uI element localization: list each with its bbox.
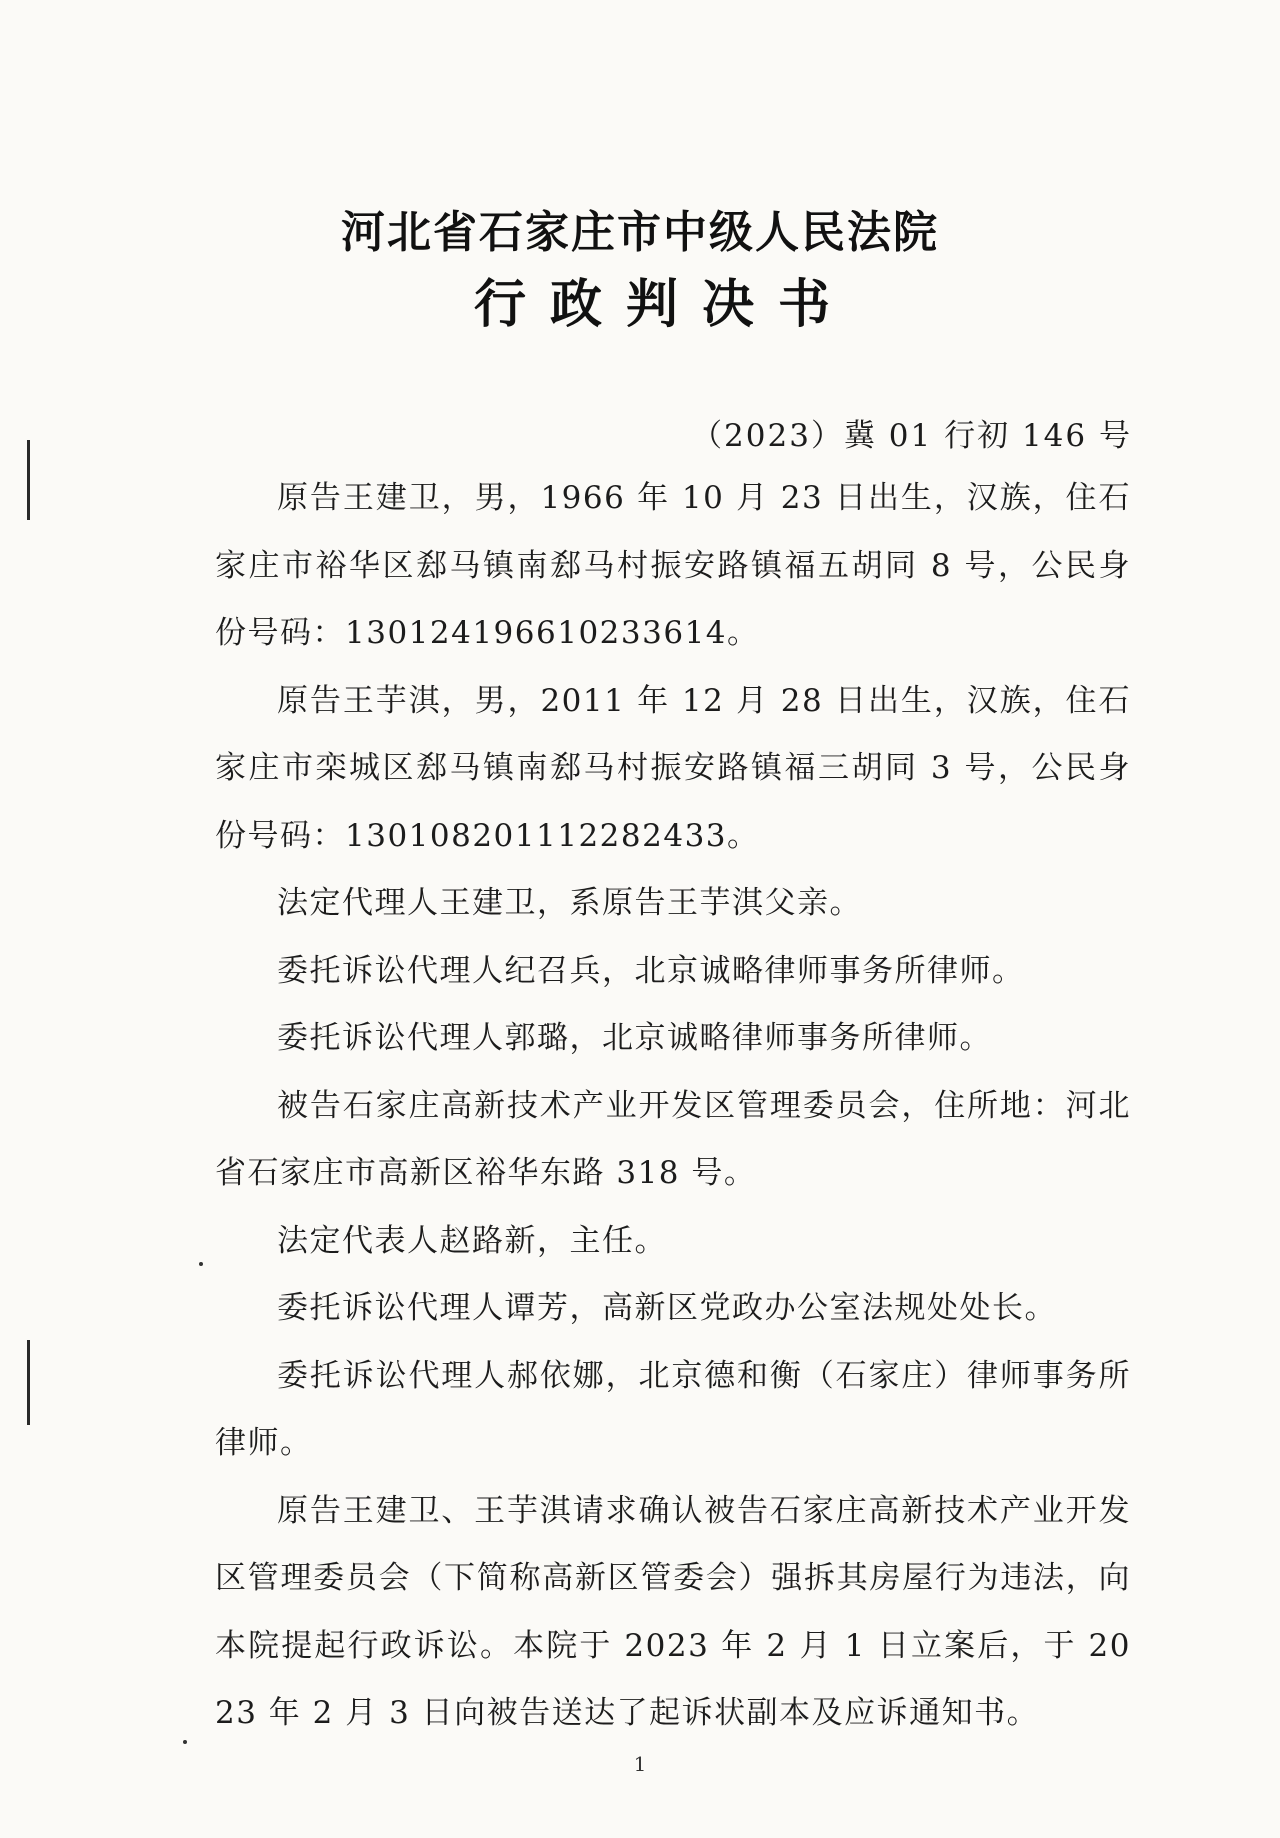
court-name: 河北省石家庄市中级人民法院	[341, 207, 939, 258]
scan-speck	[199, 1262, 203, 1266]
plaintiff-2-paragraph: 原告王芋淇，男，2011 年 12 月 28 日出生，汉族，住石家庄市栾城区郄马镇南郄马村振安路镇福三胡同 3 号，公民身份号码：130108201112282433。	[215, 682, 1131, 854]
case-background-paragraph: 原告王建卫、王芋淇请求确认被告石家庄高新技术产业开发区管理委员会（下简称高新区管委会）强拆其房屋行为违法，向本院提起行政诉讼。本院于 2023 年 2 月 1 日立案后，于 2023 年 2 月 3 日向被告送达了起诉状副本及应诉通知书。	[215, 1492, 1131, 1731]
defendant-agent-2-paragraph: 委托诉讼代理人郝依娜，北京德和衡（石家庄）律师事务所律师。	[215, 1357, 1131, 1461]
case-number: （2023）冀 01 行初 146 号	[691, 418, 1132, 454]
scan-speck	[183, 1740, 187, 1744]
page-number: 1	[633, 1752, 647, 1776]
defendant-agent-1-paragraph: 委托诉讼代理人谭芳，高新区党政办公室法规处处长。	[277, 1290, 1057, 1326]
binding-mark	[27, 440, 30, 520]
document-type-title: 行政判决书	[473, 275, 854, 335]
plaintiff-agent-2-paragraph: 委托诉讼代理人郭璐，北京诚略律师事务所律师。	[277, 1020, 992, 1056]
binding-mark	[27, 1340, 30, 1425]
legal-representative-paragraph: 法定代理人王建卫，系原告王芋淇父亲。	[277, 885, 862, 921]
defendant-representative-paragraph: 法定代表人赵路新，主任。	[277, 1222, 667, 1259]
plaintiff-1-paragraph: 原告王建卫，男，1966 年 10 月 23 日出生，汉族，住石家庄市裕华区郄马镇南郄马村振安路镇福五胡同 8 号，公民身份号码：130124196610233614。	[215, 480, 1131, 651]
plaintiff-agent-1-paragraph: 委托诉讼代理人纪召兵，北京诚略律师事务所律师。	[277, 952, 1025, 989]
judgment-body	[215, 465, 1131, 1748]
defendant-paragraph: 被告石家庄高新技术产业开发区管理委员会，住所地：河北省石家庄市高新区裕华东路 318 号。	[215, 1087, 1131, 1191]
